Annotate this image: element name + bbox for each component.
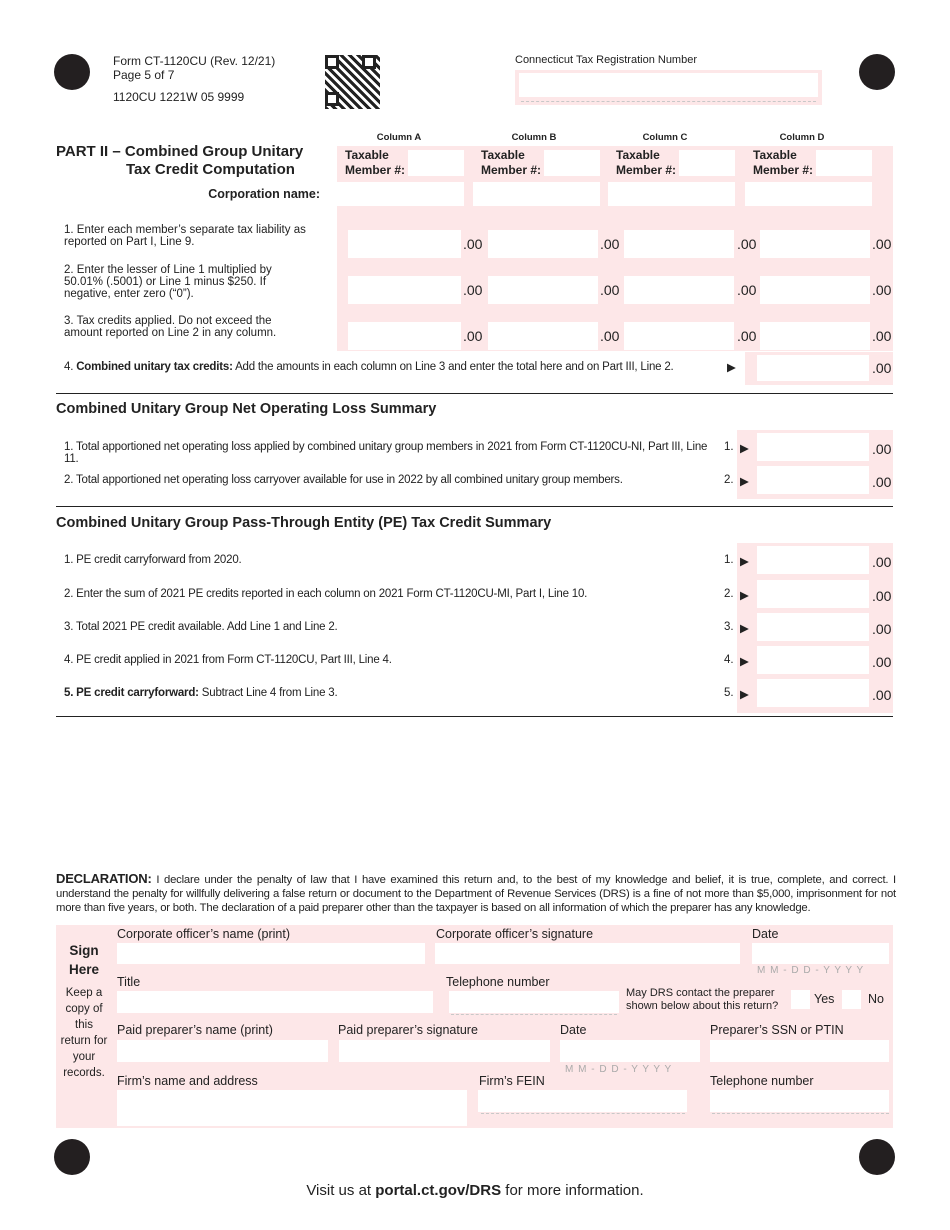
- officer-signature-label: Corporate officer’s signature: [436, 927, 594, 941]
- yes-checkbox[interactable]: [791, 990, 810, 1009]
- arrow-icon: ▶: [740, 443, 749, 455]
- registration-mark: [54, 54, 90, 90]
- taxable-member-label: Taxable Member #:: [616, 148, 677, 177]
- cents: .00: [872, 654, 892, 670]
- taxable-member-label: Taxable Member #:: [481, 148, 542, 177]
- arrow-icon: ▶: [740, 476, 749, 488]
- pe-line-4-input[interactable]: [757, 646, 869, 674]
- cents: .00: [463, 282, 483, 298]
- line-number: 3.: [724, 621, 734, 633]
- pe-title: Combined Unitary Group Pass-Through Entity (PE) Tax Credit Summary: [56, 515, 552, 531]
- nol-line-1: 1. Total apportioned net operating loss applied by combined unitary group members in 2021 from Form CT-1120CU-NI, Part III, Line 11.: [64, 441, 708, 465]
- cents: .00: [600, 282, 620, 298]
- line-1-amount-input[interactable]: [488, 230, 598, 258]
- pe-line-3: 3. Total 2021 PE credit available. Add Line 1 and Line 2.: [64, 621, 338, 633]
- pe-line-2: 2. Enter the sum of 2021 PE credits reported in each column on 2021 Form CT-1120CU-MI, Part I, Line 10.: [64, 588, 588, 600]
- pe-line-1-input[interactable]: [757, 546, 869, 574]
- arrow-icon: ▶: [740, 689, 749, 701]
- cents: .00: [872, 474, 892, 490]
- date-format-hint: M M - D D - Y Y Y Y: [565, 1064, 673, 1075]
- cents: .00: [872, 328, 892, 344]
- column-header: Column A: [376, 132, 422, 143]
- taxable-member-input[interactable]: [816, 150, 872, 176]
- line-1-amount-input[interactable]: [348, 230, 461, 258]
- cents: .00: [872, 236, 892, 252]
- cents: .00: [463, 328, 483, 344]
- cents: .00: [600, 236, 620, 252]
- preparer-ssn-input[interactable]: [710, 1040, 889, 1062]
- ssn-label: Preparer’s SSN or PTIN: [710, 1023, 844, 1037]
- line-4-input[interactable]: [757, 355, 869, 381]
- line-number: 1.: [724, 441, 734, 453]
- nol-title: Combined Unitary Group Net Operating Loss Summary: [56, 401, 437, 417]
- line-number: 1.: [724, 554, 734, 566]
- registration-mark: [859, 54, 895, 90]
- nol-line-2: 2. Total apportioned net operating loss carryover available for use in 2022 by all combined unitary group members.: [64, 474, 623, 486]
- officer-signature-input[interactable]: [435, 943, 740, 964]
- line-2-text: Enter the lesser of Line 1 multiplied by 50.01% (.5001) or Line 1 minus $250. If negative, enter zero (“0”).: [64, 264, 272, 300]
- line-number: 5.: [724, 687, 734, 699]
- title-label: Title: [117, 975, 141, 989]
- registration-mark: [54, 1139, 90, 1175]
- cents: .00: [872, 554, 892, 570]
- line-number: 4.: [724, 654, 734, 666]
- preparer-telephone-label: Telephone number: [710, 1074, 814, 1088]
- form-number: Form CT-1120CU (Rev. 12/21): [113, 54, 276, 68]
- cents: .00: [737, 328, 757, 344]
- corporation-name-input[interactable]: [473, 182, 600, 206]
- line-3-amount-input[interactable]: [488, 322, 598, 350]
- date-format-hint: M M - D D - Y Y Y Y: [757, 965, 865, 976]
- yes-label: Yes: [814, 992, 835, 1006]
- pe-line-1: 1. PE credit carryforward from 2020.: [64, 554, 242, 566]
- officer-date-input[interactable]: [752, 943, 889, 964]
- taxable-member-label: Taxable Member #:: [345, 148, 406, 177]
- cents: .00: [872, 360, 892, 376]
- preparer-telephone-input[interactable]: [710, 1090, 889, 1112]
- line-4-text: 4. Combined unitary tax credits: Add the amounts in each column on Line 3 and enter the total here and on Part III, Line 2.: [64, 361, 674, 373]
- title-input[interactable]: [117, 991, 433, 1013]
- here-label: Here: [68, 962, 100, 977]
- fein-label: Firm’s FEIN: [479, 1074, 545, 1088]
- cents: .00: [600, 328, 620, 344]
- line-1-amount-input[interactable]: [760, 230, 870, 258]
- registration-number-label: Connecticut Tax Registration Number: [515, 54, 697, 66]
- cents: .00: [872, 687, 892, 703]
- pe-line-2-input[interactable]: [757, 580, 869, 608]
- cents: .00: [872, 621, 892, 637]
- line-2-amount-input[interactable]: [488, 276, 598, 304]
- contact-question: May DRS contact the preparer shown below about this return?: [626, 987, 779, 1012]
- line-1-amount-input[interactable]: [624, 230, 734, 258]
- preparer-date-input[interactable]: [560, 1040, 700, 1062]
- registration-mark: [859, 1139, 895, 1175]
- corporation-name-input[interactable]: [337, 182, 464, 206]
- footer-text: Visit us at portal.ct.gov/DRS for more information.: [306, 1182, 644, 1199]
- line-number: 2.: [724, 588, 734, 600]
- line-number: 2.: [724, 474, 734, 486]
- corporation-name-label: Corporation name:: [208, 187, 320, 201]
- preparer-signature-input[interactable]: [339, 1040, 550, 1062]
- sign-label: Sign: [69, 943, 99, 958]
- cents: .00: [737, 236, 757, 252]
- corporation-name-input[interactable]: [608, 182, 735, 206]
- line-3-text: Tax credits applied. Do not exceed the amount reported on Line 2 in any column.: [64, 315, 277, 339]
- line-2-amount-input[interactable]: [624, 276, 734, 304]
- taxable-member-input[interactable]: [544, 150, 600, 176]
- cents: .00: [872, 441, 892, 457]
- date-label: Date: [752, 927, 779, 941]
- line-1-text: Enter each member’s separate tax liability as reported on Part I, Line 9.: [64, 224, 306, 248]
- registration-number-input[interactable]: [519, 73, 818, 97]
- keep-copy-note: Keep a copy of this return for your records.: [60, 987, 108, 1079]
- form-code: 1120CU 1221W 05 9999: [113, 90, 245, 104]
- officer-name-label: Corporate officer’s name (print): [117, 927, 290, 941]
- no-checkbox[interactable]: [842, 990, 861, 1009]
- firm-name-input[interactable]: [117, 1090, 467, 1126]
- part-title: PART II – Combined Group Unitary: [56, 143, 304, 160]
- nol-line-1-input[interactable]: [757, 433, 869, 461]
- preparer-signature-label: Paid preparer’s signature: [338, 1023, 478, 1037]
- declaration-text: DECLARATION: I declare under the penalty of law that I have examined this return and, to the best of my knowledge and belief, it is true, complete, and correct. I understand the penalty for willfully delivering a false return or document to the Department of Revenue Services (DRS) is a fine of not more than $5,000, imprisonment for not more than five years, or both. The declaration of a paid preparer other than the taxpayer is based on all information of which the preparer has any knowledge.: [56, 871, 896, 914]
- line-3-amount-input[interactable]: [760, 322, 870, 350]
- preparer-name-label: Paid preparer’s name (print): [117, 1023, 273, 1037]
- preparer-name-input[interactable]: [117, 1040, 328, 1062]
- line-3-amount-input[interactable]: [624, 322, 734, 350]
- taxable-member-input[interactable]: [408, 150, 464, 176]
- cents: .00: [737, 282, 757, 298]
- cents: .00: [872, 588, 892, 604]
- line-3-amount-input[interactable]: [348, 322, 461, 350]
- portal-link[interactable]: portal.ct.gov/DRS: [375, 1182, 502, 1199]
- cents: .00: [463, 236, 483, 252]
- cents: .00: [872, 282, 892, 298]
- column-header: Column B: [511, 132, 557, 143]
- fein-input[interactable]: [478, 1090, 687, 1112]
- taxable-member-input[interactable]: [679, 150, 735, 176]
- column-header: Column D: [779, 132, 825, 143]
- corporation-name-input[interactable]: [745, 182, 872, 206]
- firm-name-label: Firm’s name and address: [117, 1074, 258, 1088]
- telephone-label: Telephone number: [446, 975, 550, 989]
- taxable-member-label: Taxable Member #:: [753, 148, 814, 177]
- page-number: Page 5 of 7: [113, 68, 175, 82]
- pe-line-5-input[interactable]: [757, 679, 869, 707]
- pe-line-4: 4. PE credit applied in 2021 from Form CT-1120CU, Part III, Line 4.: [64, 654, 392, 666]
- line-2-amount-input[interactable]: [760, 276, 870, 304]
- officer-telephone-input[interactable]: [449, 991, 619, 1013]
- arrow-icon: ▶: [727, 362, 736, 374]
- column-header: Column C: [642, 132, 688, 143]
- arrow-icon: ▶: [740, 556, 749, 568]
- preparer-date-label: Date: [560, 1023, 587, 1037]
- arrow-icon: ▶: [740, 590, 749, 602]
- part-subtitle: Tax Credit Computation: [126, 161, 295, 178]
- pe-line-3-input[interactable]: [757, 613, 869, 641]
- pe-line-5: 5. PE credit carryforward: Subtract Line 4 from Line 3.: [64, 687, 338, 699]
- no-label: No: [868, 992, 884, 1006]
- nol-line-2-input[interactable]: [757, 466, 869, 494]
- arrow-icon: ▶: [740, 623, 749, 635]
- officer-name-input[interactable]: [117, 943, 425, 964]
- arrow-icon: ▶: [740, 656, 749, 668]
- line-2-amount-input[interactable]: [348, 276, 461, 304]
